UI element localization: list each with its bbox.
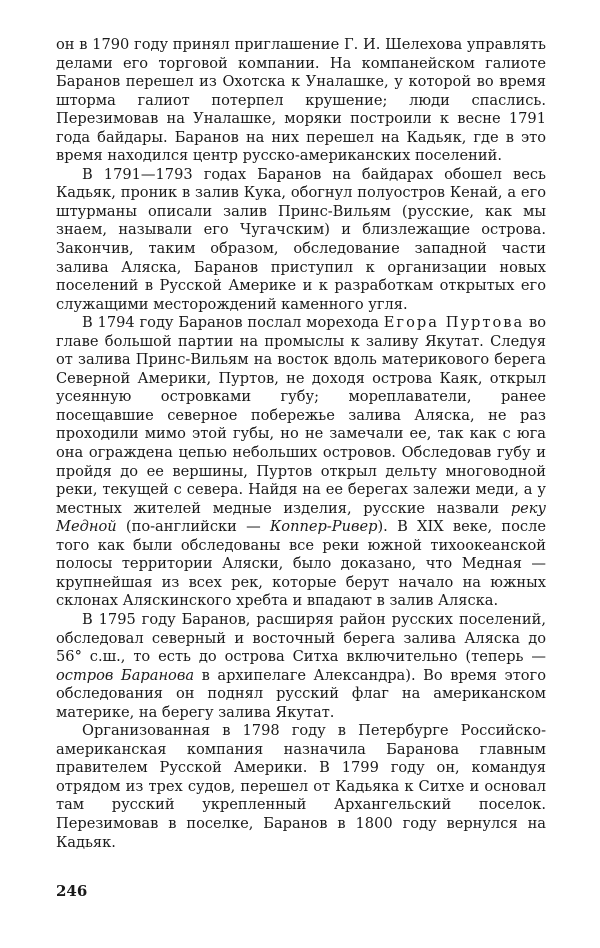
paragraph-5: Организованная в 1798 году в Петербурге Российско-американская компания назначила Баранова главным правителем Русской Америки. В 1799 году он, командуя отрядом из трех судов, перешел от Кадьяка к Ситхе и основал там русский укрепленный Архангельский поселок. Перезимовав в поселке, Баранов в 1800 году вернулся на Кадьяк. [56,722,546,851]
italic-copper-river: Коппер-Ривер [270,518,378,536]
page-number: 246 [56,882,88,900]
paragraph-2: В 1791—1793 годах Баранов на байдарах обошел весь Кадьяк, проник в залив Кука, обогнул полуостров Кенай, а его штурманы описали залив Принс-Вильям (русские, как мы знаем, называли его Чугачским) и близлежащие острова. Закончив, таким образом, обследование западной части залива Аляска, Баранов приступил к организации новых поселений в Русской Америке и к разработкам открытых его служащими месторождений каменного угля. [56,165,546,313]
italic-river-name: реку Медной [56,499,546,536]
paragraph-3-text-a: В 1794 году Баранов послал морехода [82,314,384,332]
paragraph-3 [56,314,546,611]
page-body [56,36,546,852]
paragraph-4-text-a: В 1795 году Баранов, расширяя район русских поселений, обследовал северный и восточный берега залива Аляска до 56° с.ш., то есть до острова Ситха включительно (теперь — [56,610,546,666]
paragraph-4-text-b: в архипелаге Александра). Во время этого обследования он поднял русский флаг на американском материке, на берегу залива Якутат. [56,666,546,721]
paragraph-3-text-b: во главе большой партии на промыслы к заливу Якутат. Следуя от залива Принс-Вильям на восток вдоль материкового берега Северной Америки, Пуртов, не доходя острова Каяк, открыл усеянную островками губу; мореплаватели, ранее посещавшие северное побережье залива Аляска, не раз проходили мимо этой губы, но не замечали ее, так как с юга она ограждена цепью небольших островов. Обследовав губу и пройдя до ее вершины, Пуртов открыл дельту многоводной реки, текущей с севера. Найдя на ее берегах залежи меди, а у местных жителей медные изделия, русские назвали [56,314,546,517]
paragraph-3-text-c: (по-английски — [116,518,270,536]
italic-island-name: остров Баранова [56,666,195,684]
paragraph-1: он в 1790 году принял приглашение Г. И. Шелехова управлять делами его торговой компании. На компанейском галиоте Баранов перешел из Охотска к Уналашке, у которой во время шторма галиот потерпел крушение; люди спаслись. Перезимовав на Уналашке, моряки построили к весне 1791 года байдары. Баранов на них перешел на Кадьяк, где в это время находился центр русско-американских поселений. [56,36,546,165]
spaced-name-purtov: Егора Пуртова [383,314,525,332]
paragraph-3-text-d: ). В XIX веке, после того как были обследованы все реки южной тихоокеанской полосы территории Аляски, было доказано, что Медная — крупнейшая из всех рек, которые берут начало на южных склонах Аляскинского хребта и впадают в залив Аляска. [56,518,547,610]
paragraph-4 [56,611,546,722]
